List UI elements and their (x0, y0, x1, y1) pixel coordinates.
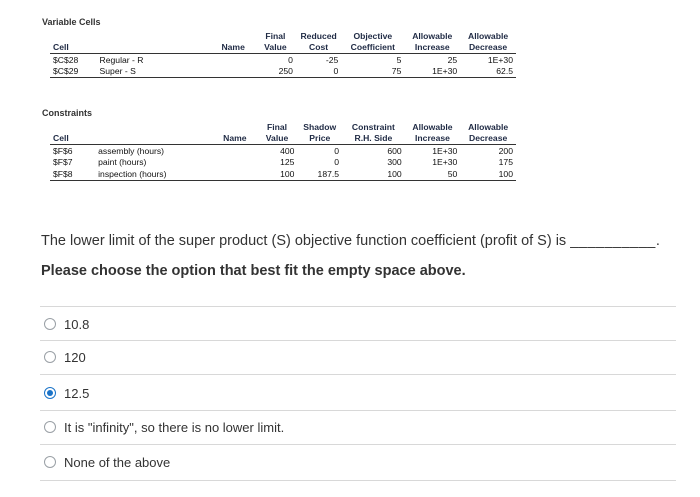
column-header (97, 30, 255, 42)
answer-blank: __________ (570, 233, 656, 249)
option-1[interactable] (44, 315, 89, 333)
column-header: Constraint (351, 121, 395, 132)
table-cell: 62.5 (460, 66, 516, 78)
table-cell: 0 (296, 66, 341, 78)
table-cell: 75 (341, 66, 404, 78)
table-cell: 1E+30 (432, 145, 458, 156)
column-header: Reduced (300, 30, 337, 41)
table-cell: 400 (280, 145, 295, 156)
column-header: Allowable (412, 30, 453, 41)
column-header: Value (257, 133, 298, 145)
column-header: Allowable (468, 30, 509, 41)
table-cell: inspection (hours) (95, 168, 256, 180)
table-cell: 1E+30 (404, 66, 460, 78)
table-cell: 100 (342, 168, 405, 180)
table-row (50, 66, 516, 78)
variable-cells-title: Variable Cells (42, 17, 101, 27)
radio-button[interactable] (44, 318, 56, 330)
column-header: Final (266, 121, 288, 132)
option-label: It is "infinity", so there is no lower limit. (64, 419, 285, 435)
table-row (50, 157, 516, 169)
column-header: Name (97, 42, 255, 54)
question-end-punct: . (655, 233, 660, 249)
divider (40, 410, 676, 411)
column-header: Cell (50, 133, 95, 145)
table-cell: 50 (405, 168, 461, 180)
table-cell: 25 (447, 54, 458, 65)
table-header-row (50, 121, 516, 133)
table-cell: 5 (396, 54, 402, 65)
table-header-row (50, 133, 516, 145)
table-cell: 175 (498, 157, 513, 168)
column-header: Final (265, 30, 286, 41)
table-cell: 250 (255, 66, 296, 78)
option-label: 120 (64, 349, 86, 365)
table-row (50, 168, 516, 180)
table-cell: 187.5 (297, 168, 342, 180)
column-header: Allowable (468, 121, 509, 132)
option-label: None of the above (64, 454, 171, 470)
divider (40, 480, 676, 481)
option-4[interactable] (44, 418, 284, 436)
table-header-row (50, 30, 516, 42)
column-header: Decrease (460, 133, 516, 145)
table-cell: 1E+30 (432, 157, 458, 168)
table-cell: assembly (hours) (98, 145, 165, 156)
radio-button[interactable] (44, 456, 56, 468)
option-3[interactable] (44, 384, 89, 402)
radio-button[interactable] (44, 387, 56, 399)
divider (40, 306, 676, 307)
table-cell: $C$29 (50, 66, 97, 78)
table-cell: 600 (387, 145, 402, 156)
table-cell: $F$8 (50, 168, 95, 180)
table-cell: 300 (387, 157, 402, 168)
column-header: Increase (404, 42, 460, 54)
column-header (50, 121, 95, 133)
table-cell: 125 (280, 157, 295, 168)
column-header: Objective (353, 30, 393, 41)
column-header: Price (297, 133, 342, 145)
option-5[interactable] (44, 453, 170, 471)
divider (40, 374, 676, 375)
column-header: Allowable (412, 121, 453, 132)
table-cell: -25 (325, 54, 339, 65)
table-cell: $F$6 (53, 145, 73, 156)
table-header-row (50, 42, 516, 54)
table-cell: $F$7 (53, 157, 73, 168)
column-header: Name (95, 133, 256, 145)
column-header: Value (255, 42, 296, 54)
variable-cells-table (50, 30, 516, 78)
table-cell: 0 (334, 157, 340, 168)
radio-button[interactable] (44, 351, 56, 363)
option-label: 12.5 (64, 385, 90, 401)
table-cell: paint (hours) (98, 157, 147, 168)
option-2[interactable] (44, 348, 86, 366)
question-sentence: The lower limit of the super product (S) objective function coefficient (profit of S) is (41, 233, 567, 249)
option-label: 10.8 (64, 316, 90, 332)
column-header: Shadow (303, 121, 337, 132)
divider (40, 444, 676, 445)
table-row (50, 145, 516, 157)
table-row (50, 54, 516, 66)
table-cell: 1E+30 (487, 54, 513, 65)
constraints-title: Constraints (42, 108, 93, 118)
column-header: Cell (50, 42, 97, 54)
table-cell: 200 (498, 145, 513, 156)
radio-button[interactable] (44, 421, 56, 433)
column-header: R.H. Side (342, 133, 405, 145)
column-header (50, 30, 97, 42)
column-header (95, 121, 256, 133)
table-cell: 100 (460, 168, 516, 180)
table-cell: $C$28 (53, 54, 79, 65)
question-instruction: Please choose the option that best fit the empty space above. (41, 263, 466, 279)
table-cell: 100 (257, 168, 298, 180)
question-text (41, 233, 681, 249)
table-cell: Super - S (97, 66, 255, 78)
constraints-table (50, 121, 516, 181)
column-header: Coefficient (341, 42, 404, 54)
column-header: Cost (296, 42, 341, 54)
divider (40, 340, 676, 341)
table-cell: Regular - R (99, 54, 144, 65)
column-header: Decrease (460, 42, 516, 54)
table-cell: 0 (334, 145, 340, 156)
column-header: Increase (405, 133, 461, 145)
table-cell: 0 (288, 54, 293, 65)
